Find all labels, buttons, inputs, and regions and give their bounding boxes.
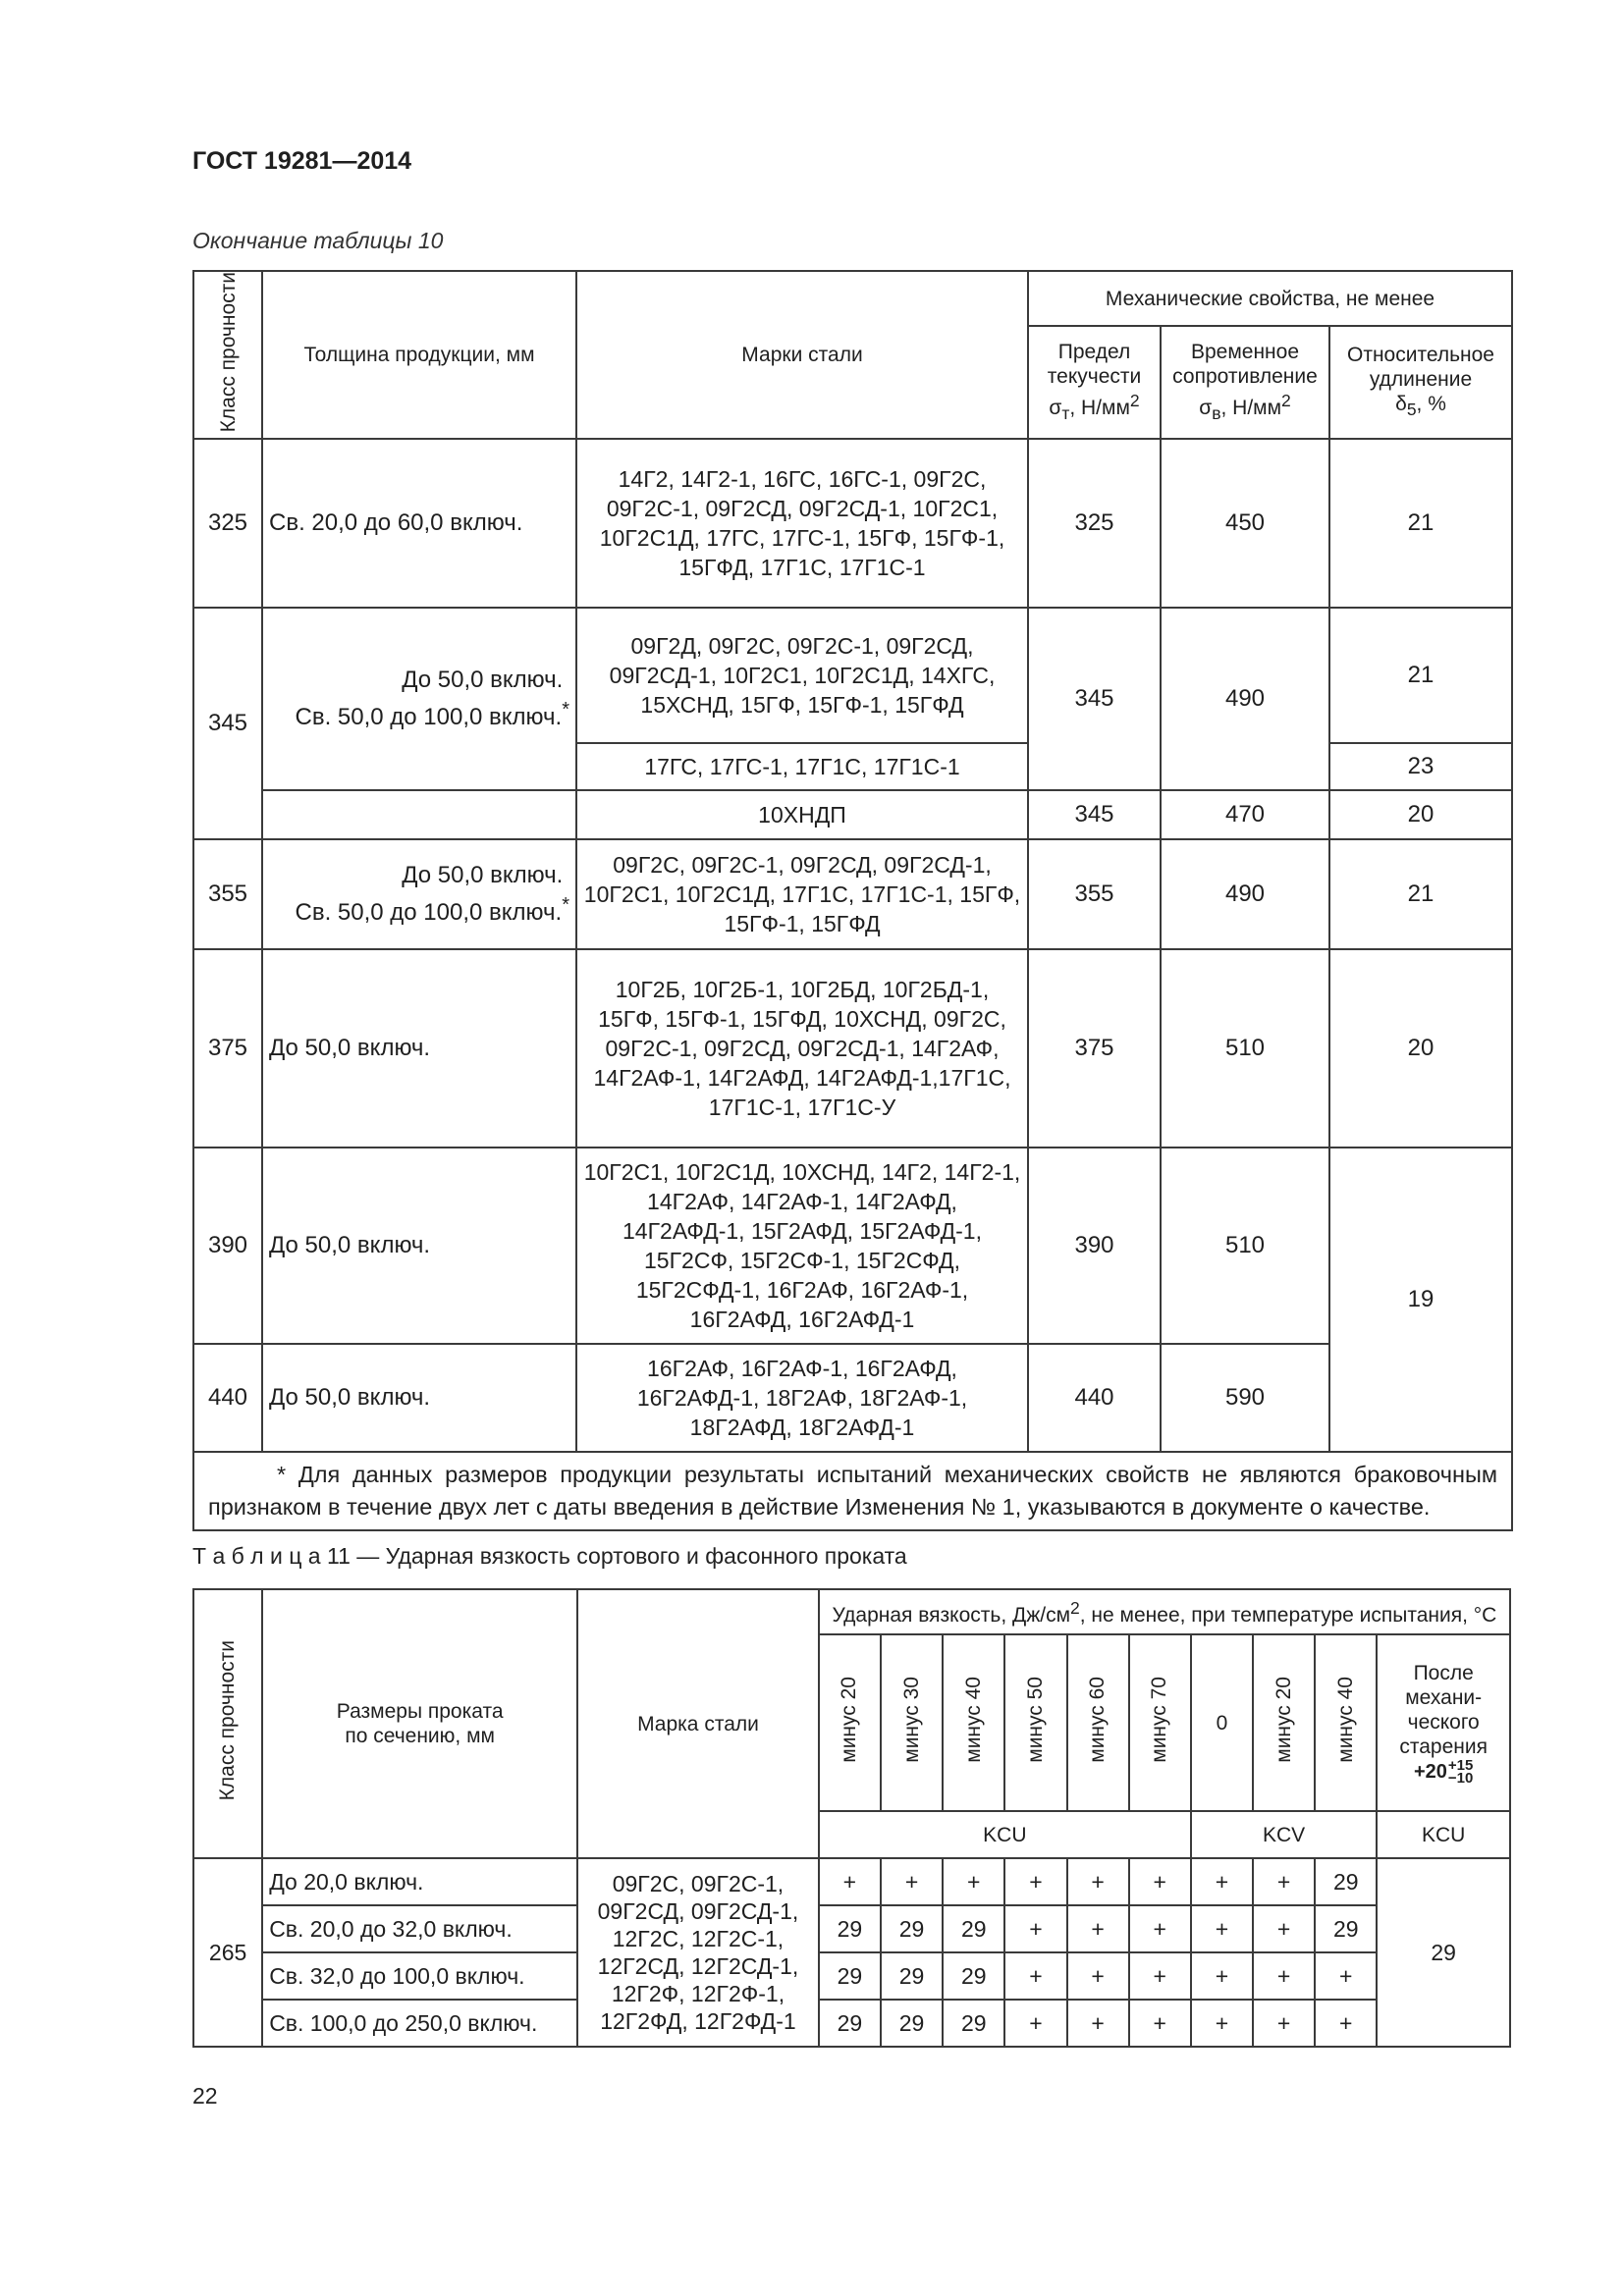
thickness-cell: Св. 20,0 до 60,0 включ. — [262, 439, 576, 608]
grades-cell: 09Г2С, 09Г2С-1, 09Г2СД, 09Г2СД-1, 10Г2С1, 10Г2С1Д, 17Г1С, 17Г1С-1, 15ГФ, 15ГФ-1, 15ГФД — [576, 839, 1028, 949]
elongation-cell: 23 — [1329, 743, 1512, 790]
thickness-cell: До 50,0 включ. Св. 50,0 до 100,0 включ.* — [262, 839, 576, 949]
value-cell: 29 — [881, 1905, 943, 1952]
grades-cell: 10Г2С1, 10Г2С1Д, 10ХСНД, 14Г2, 14Г2-1, 14Г2АФ, 14Г2АФ-1, 14Г2АФД, 14Г2АФД-1, 15Г2АФД, 15Г2АФД-1, 15Г2СФ, 15Г2СФ-1, 15Г2СФД, 15Г2СФД-1, 16Г2АФ, 16Г2АФ-1, 16Г2АФД, 16Г2АФД-1 — [576, 1148, 1028, 1344]
empty-cell — [262, 790, 576, 839]
class-cell: 325 — [193, 439, 262, 608]
value-cell: 29 — [1315, 1858, 1377, 1905]
tensile-cell: 490 — [1161, 839, 1329, 949]
thickness-cell: До 50,0 включ. Св. 50,0 до 100,0 включ.* — [262, 608, 576, 790]
size-cell: До 20,0 включ. — [262, 1858, 577, 1905]
header-yield: Предел текучести $\sigma_т$, $Н/мм^2$ — [1028, 326, 1161, 439]
table-row — [193, 1858, 1510, 1905]
table-11 — [192, 1588, 1511, 2048]
value-cell: + — [1315, 1952, 1377, 2000]
elongation-cell: 21 — [1329, 608, 1512, 743]
header-grade: Марка стали — [577, 1589, 819, 1858]
thickness-cell: До 50,0 включ. — [262, 949, 576, 1148]
elongation-cell: 20 — [1329, 949, 1512, 1148]
value-cell: + — [1253, 1952, 1315, 2000]
grades-cell: 17ГС, 17ГС-1, 17Г1С, 17Г1С-1 — [576, 743, 1028, 790]
table10-caption: Окончание таблицы 10 — [192, 228, 444, 253]
temp-header: минус 50 — [1004, 1634, 1066, 1811]
value-cell: + — [1129, 1952, 1191, 2000]
header-sizes: Размеры проката по сечению, мм — [262, 1589, 577, 1858]
value-cell: + — [1129, 2000, 1191, 2047]
grades-cell: 10ХНДП — [576, 790, 1028, 839]
tensile-cell: 510 — [1161, 1148, 1329, 1344]
value-cell: 29 — [819, 1905, 881, 1952]
table-row — [193, 439, 1512, 608]
value-cell: 29 — [819, 2000, 881, 2047]
class-cell: 265 — [193, 1858, 262, 2047]
class-cell: 375 — [193, 949, 262, 1148]
elongation-cell: 21 — [1329, 439, 1512, 608]
table-row — [193, 1952, 1510, 2000]
elongation-cell: 20 — [1329, 790, 1512, 839]
value-cell: 29 — [943, 2000, 1004, 2047]
elongation-cell: 19 — [1329, 1148, 1512, 1452]
value-cell: + — [1004, 2000, 1066, 2047]
header-impact: Ударная вязкость, $Дж/см^2$, не менее, при температуре испытания, °С — [819, 1589, 1510, 1634]
grades-cell: 16Г2АФ, 16Г2АФ-1, 16Г2АФД, 16Г2АФД-1, 18Г2АФ, 18Г2АФ-1, 18Г2АФД, 18Г2АФД-1 — [576, 1344, 1028, 1452]
header-thickness: Толщина продукции, мм — [262, 271, 576, 439]
value-cell: + — [1191, 1905, 1253, 1952]
footnote: * Для данных размеров продукции результаты испытаний механических свойств не являются браковочным признаком в течение двух лет с даты введения в действие Изменения № 1, указываются в документе о качестве. — [193, 1452, 1512, 1530]
tensile-cell: 510 — [1161, 949, 1329, 1148]
page-number: 22 — [192, 2083, 218, 2109]
kcv-label: KCV — [1191, 1811, 1378, 1858]
yield-cell: 325 — [1028, 439, 1161, 608]
after-aging-cell: 29 — [1377, 1858, 1510, 2047]
grades-cell: 14Г2, 14Г2-1, 16ГС, 16ГС-1, 09Г2С, 09Г2С-1, 09Г2СД, 09Г2СД-1, 10Г2С1, 10Г2С1Д, 17ГС, 17ГС-1, 15ГФ, 15ГФ-1, 15ГФД, 17Г1С, 17Г1С-1 — [576, 439, 1028, 608]
thickness-cell: До 50,0 включ. — [262, 1148, 576, 1344]
value-cell: 29 — [819, 1952, 881, 2000]
value-cell: + — [1253, 2000, 1315, 2047]
value-cell: + — [1253, 1858, 1315, 1905]
yield-cell: 345 — [1028, 608, 1161, 790]
kcu-label: KCU — [819, 1811, 1191, 1858]
table-row — [193, 839, 1512, 949]
value-cell: + — [1004, 1858, 1066, 1905]
temp-header: 0 — [1191, 1634, 1253, 1811]
value-cell: 29 — [943, 1952, 1004, 2000]
value-cell: 29 — [881, 2000, 943, 2047]
temp-header: минус 30 — [881, 1634, 943, 1811]
value-cell: + — [1191, 1952, 1253, 2000]
temp-header: минус 20 — [819, 1634, 881, 1811]
table-row — [193, 949, 1512, 1148]
class-cell: 355 — [193, 839, 262, 949]
table-row — [193, 790, 1512, 839]
grade-cell: 09Г2С, 09Г2С-1, 09Г2СД, 09Г2СД-1, 12Г2С, 12Г2С-1, 12Г2СД, 12Г2СД-1, 12Г2Ф, 12Г2Ф-1, 12Г2ФД, 12Г2ФД-1 — [577, 1858, 819, 2047]
header-class: Класс прочности — [193, 271, 262, 439]
temp-header: минус 60 — [1067, 1634, 1129, 1811]
value-cell: 29 — [881, 1952, 943, 2000]
value-cell: + — [1191, 2000, 1253, 2047]
size-cell: Св. 32,0 до 100,0 включ. — [262, 1952, 577, 2000]
temp-header: минус 40 — [943, 1634, 1004, 1811]
yield-cell: 345 — [1028, 790, 1161, 839]
value-cell: + — [1067, 1905, 1129, 1952]
yield-cell: 390 — [1028, 1148, 1161, 1344]
grades-cell: 09Г2Д, 09Г2С, 09Г2С-1, 09Г2СД, 09Г2СД-1, 10Г2С1, 10Г2С1Д, 14ХГС, 15ХСНД, 15ГФ, 15ГФ-1, 15ГФД — [576, 608, 1028, 743]
table-row — [193, 1148, 1512, 1344]
tensile-cell: 590 — [1161, 1344, 1329, 1452]
table-row — [193, 608, 1512, 743]
value-cell: + — [943, 1858, 1004, 1905]
yield-cell: 375 — [1028, 949, 1161, 1148]
header-grades: Марки стали — [576, 271, 1028, 439]
table-row — [193, 1344, 1512, 1452]
size-cell: Св. 100,0 до 250,0 включ. — [262, 2000, 577, 2047]
value-cell: + — [1004, 1952, 1066, 2000]
table-10 — [192, 270, 1513, 1531]
thickness-cell: До 50,0 включ. — [262, 1344, 576, 1452]
class-cell: 440 — [193, 1344, 262, 1452]
tensile-cell: 470 — [1161, 790, 1329, 839]
elongation-cell: 21 — [1329, 839, 1512, 949]
value-cell: + — [1067, 1858, 1129, 1905]
value-cell: + — [819, 1858, 881, 1905]
document-title: ГОСТ 19281—2014 — [192, 147, 412, 175]
value-cell: + — [1067, 2000, 1129, 2047]
table11-caption: Т а б л и ц а 11 — Ударная вязкость сортового и фасонного проката — [192, 1543, 907, 1569]
class-cell: 390 — [193, 1148, 262, 1344]
value-cell: 29 — [943, 1905, 1004, 1952]
value-cell: + — [1004, 1905, 1066, 1952]
value-cell: + — [1067, 1952, 1129, 2000]
value-cell: + — [1253, 1905, 1315, 1952]
value-cell: 29 — [1315, 1905, 1377, 1952]
kcu-label-aging: KCU — [1377, 1811, 1510, 1858]
value-cell: + — [1315, 2000, 1377, 2047]
tensile-cell: 490 — [1161, 608, 1329, 790]
value-cell: + — [1191, 1858, 1253, 1905]
grades-cell: 10Г2Б, 10Г2Б-1, 10Г2БД, 10Г2БД-1, 15ГФ, 15ГФ-1, 15ГФД, 10ХСНД, 09Г2С, 09Г2С-1, 09Г2СД, 09Г2СД-1, 14Г2АФ, 14Г2АФ-1, 14Г2АФД, 14Г2АФД-1,17Г1С, 17Г1С-1, 17Г1С-У — [576, 949, 1028, 1148]
temp-header: минус 20 — [1253, 1634, 1315, 1811]
tensile-cell: 450 — [1161, 439, 1329, 608]
yield-cell: 355 — [1028, 839, 1161, 949]
class-cell: 345 — [193, 608, 262, 839]
header-after-aging: После механи- ческого старения +20 +15 −10 — [1377, 1634, 1510, 1811]
size-cell: Св. 20,0 до 32,0 включ. — [262, 1905, 577, 1952]
header-tensile: Временное сопротивление $\sigma_в$, $Н/мм^2$ — [1161, 326, 1329, 439]
yield-cell: 440 — [1028, 1344, 1161, 1452]
temp-header: минус 70 — [1129, 1634, 1191, 1811]
header-class: Класс прочности — [193, 1589, 262, 1858]
value-cell: + — [1129, 1858, 1191, 1905]
table-row — [193, 2000, 1510, 2047]
temp-header: минус 40 — [1315, 1634, 1377, 1811]
table-row — [193, 1905, 1510, 1952]
header-mechanical: Механические свойства, не менее — [1028, 271, 1512, 326]
header-elongation: Относительное удлинение $\delta_5$, % — [1329, 326, 1512, 439]
value-cell: + — [881, 1858, 943, 1905]
value-cell: + — [1129, 1905, 1191, 1952]
